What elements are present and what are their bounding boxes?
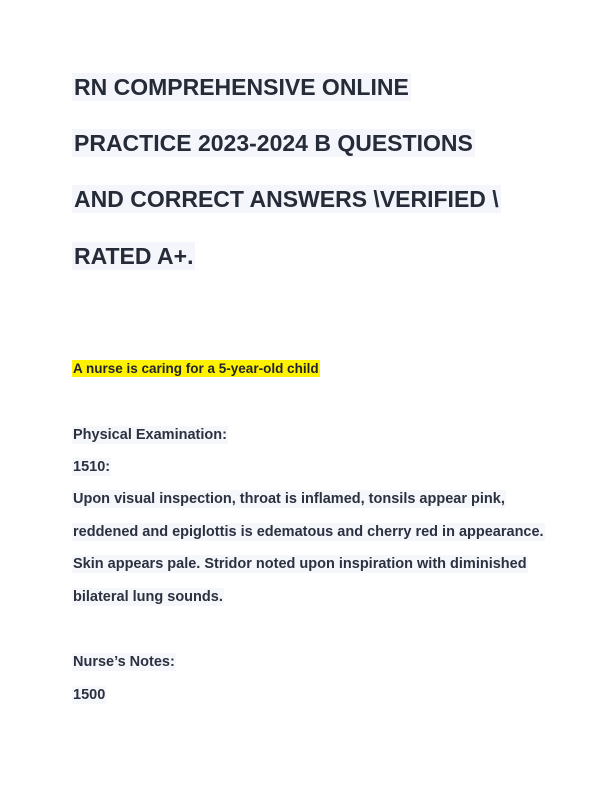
document-title-line-3: AND CORRECT ANSWERS \VERIFIED \ xyxy=(74,186,499,212)
document-title-line-4: RATED A+. xyxy=(74,243,194,269)
physical-exam-line-1: Upon visual inspection, throat is inflamed, tonsils appear pink, xyxy=(73,491,505,507)
nurses-notes-time: 1500 xyxy=(73,687,106,703)
physical-exam-line-3: Skin appears pale. Stridor noted upon inspiration with diminished xyxy=(73,556,527,572)
question-intro-highlight: A nurse is caring for a 5-year-old child xyxy=(73,361,319,376)
document-title-line-1: RN COMPREHENSIVE ONLINE xyxy=(74,74,409,100)
nurses-notes-heading: Nurse’s Notes: xyxy=(73,654,175,670)
physical-exam-heading: Physical Examination: xyxy=(73,427,227,443)
physical-exam-line-4: bilateral lung sounds. xyxy=(73,589,223,605)
physical-exam-line-2: reddened and epiglottis is edematous and cherry red in appearance. xyxy=(73,524,544,540)
document-title-line-2: PRACTICE 2023-2024 B QUESTIONS xyxy=(74,130,473,156)
physical-exam-time: 1510: xyxy=(73,459,111,475)
